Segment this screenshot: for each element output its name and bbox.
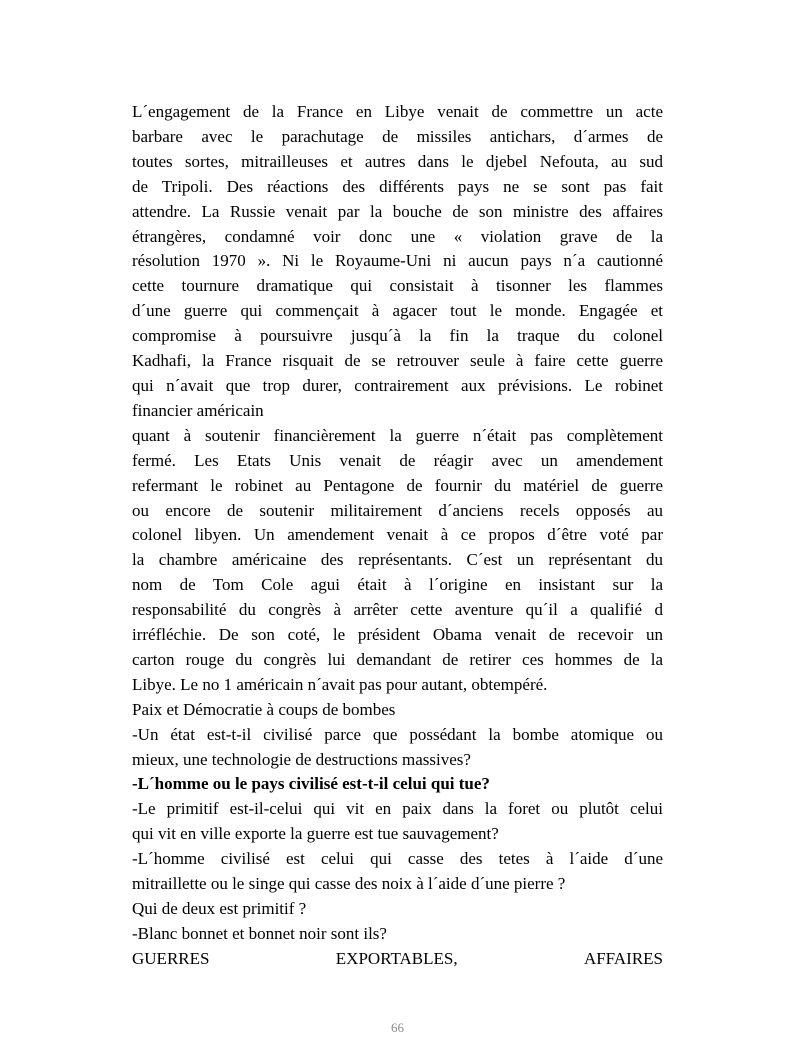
text-line: irréfléchie. De son coté, le président Obama venait de recevoir un xyxy=(132,625,663,645)
heading-word: AFFAIRES xyxy=(583,948,663,968)
text-line: responsabilité du congrès à arrêter cette aventure qu´il a qualifié d xyxy=(132,600,663,620)
paragraph-2 xyxy=(132,424,663,698)
text-line: -Un état est-t-il civilisé parce que possédant la bombe atomique ou xyxy=(132,724,663,744)
question-6: -Blanc bonnet et bonnet noir sont ils? xyxy=(132,923,387,943)
text-line: nom de Tom Cole agui était à l´origine en insistant sur la xyxy=(132,575,663,595)
text-line: financier américain xyxy=(132,400,264,420)
page-number: 66 xyxy=(391,1020,404,1035)
text-line: étrangères, condamné voir donc une « violation grave de la xyxy=(132,226,663,246)
question-1 xyxy=(132,723,663,773)
question-4 xyxy=(132,847,663,897)
text-line: Kadhafi, la France risquait de se retrouver seule à faire cette guerre xyxy=(132,351,663,371)
text-line: -L´homme civilisé est celui qui casse des tetes à l´aide d´une xyxy=(132,849,663,869)
text-line: -Le primitif est-il-celui qui vit en paix dans la foret ou plutôt celui xyxy=(132,799,663,819)
paragraph-1 xyxy=(132,100,663,424)
text-line: mitraillette ou le singe qui casse des noix à l´aide d´une pierre ? xyxy=(132,874,566,894)
text-line: barbare avec le parachutage de missiles antichars, d´armes de xyxy=(132,126,663,146)
text-line: de Tripoli. Des réactions des différents pays ne se sont pas fait xyxy=(132,176,663,196)
text-line: qui vit en ville exporte la guerre est tue sauvagement? xyxy=(132,824,499,844)
text-line: attendre. La Russie venait par la bouche de son ministre des affaires xyxy=(132,201,663,221)
text-line: quant à soutenir financièrement la guerre n´était pas complètement xyxy=(132,425,663,445)
question-3 xyxy=(132,797,663,847)
text-line: colonel libyen. Un amendement venait à ce propos d´être voté par xyxy=(132,525,663,545)
body-text xyxy=(132,100,663,972)
heading-word: EXPORTABLES, xyxy=(335,948,458,968)
text-line: refermant le robinet au Pentagone de fournir du matériel de guerre xyxy=(132,475,663,495)
text-line: fermé. Les Etats Unis venait de réagir avec un amendement xyxy=(132,450,663,470)
text-line: Libye. Le no 1 américain n´avait pas pour autant, obtempéré. xyxy=(132,674,548,694)
question-5: Qui de deux est primitif ? xyxy=(132,899,307,918)
chapter-heading xyxy=(132,947,663,972)
text-line: mieux, une technologie de destructions massives? xyxy=(132,749,471,769)
text-line: ou encore de soutenir militairement d´anciens recels opposés au xyxy=(132,500,663,520)
question-2-bold: -L´homme ou le pays civilisé est-t-il celui qui tue? xyxy=(132,774,490,794)
text-line: toutes sortes, mitrailleuses et autres dans le djebel Nefouta, au sud xyxy=(132,151,663,171)
text-line: d´une guerre qui commençait à agacer tout le monde. Engagée et xyxy=(132,301,663,321)
text-line: résolution 1970 ». Ni le Royaume-Uni ni aucun pays n´a cautionné xyxy=(132,251,663,271)
text-line: compromise à poursuivre jusqu´à la fin la traque du colonel xyxy=(132,326,663,346)
heading-word: GUERRES xyxy=(132,948,210,968)
text-line: qui n´avait que trop durer, contrairement aux prévisions. Le robinet xyxy=(132,375,663,395)
text-line: cette tournure dramatique qui consistait à tisonner les flammes xyxy=(132,276,663,296)
text-line: carton rouge du congrès lui demandant de retirer ces hommes de la xyxy=(132,649,663,669)
text-line: la chambre américaine des représentants. C´est un représentant du xyxy=(132,550,663,570)
section-title: Paix et Démocratie à coups de bombes xyxy=(132,699,396,719)
text-line: L´engagement de la France en Libye venait de commettre un acte xyxy=(132,102,663,121)
